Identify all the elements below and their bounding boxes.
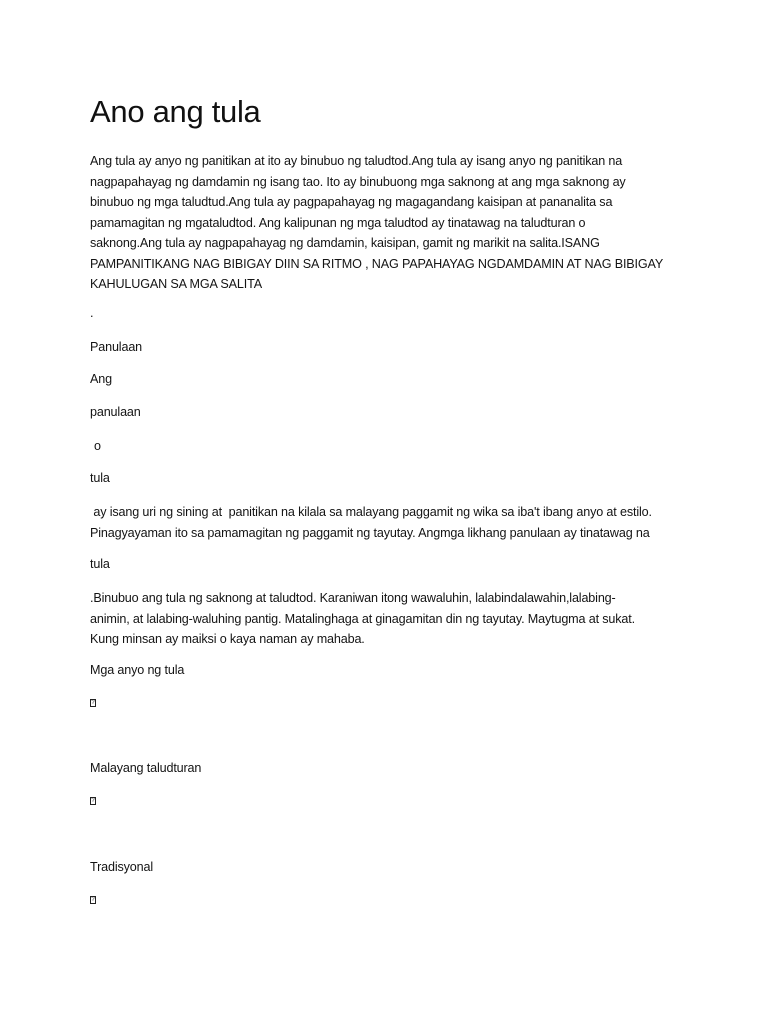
intro-line: Ang tula ay anyo ng panitikan at ito ay binubuo ng taludtod.Ang tula ay isang anyo ng panitikan na xyxy=(90,154,623,168)
intro-line: pamamagitan ng mgataludtod. Ang kalipunan ng mga taludtod ay tinatawag na taludturan o xyxy=(90,215,586,230)
word-o: o xyxy=(94,439,101,453)
word-tula: tula xyxy=(90,471,110,485)
structure-line: animin, at lalabing-waluhing pantig. Matalinghaga at ginagamitan din ng tayutay. Maytugma at sukat. xyxy=(90,611,635,626)
structure-line: Kung minsan ay maiksi o kaya naman ay mahaba. xyxy=(90,632,365,646)
dot-line: . xyxy=(90,306,94,320)
intro-line: PAMPANITIKANG NAG BIBIGAY DIIN SA RITMO , NAG PAPAHAYAG NGDAMDAMIN AT NAG BIBIGAY xyxy=(90,256,664,271)
intro-line: KAHULUGAN SA MGA SALITA xyxy=(90,277,262,291)
definition-line: Pinagyayaman ito sa pamamagitan ng paggamit ng tayutay. Angmga likhang panulaan ay tinatawag na xyxy=(90,525,650,540)
intro-line: saknong.Ang tula ay nagpapahayag ng damdamin, kaisipan, gamit ng marikit na salita.ISANG xyxy=(90,236,600,250)
intro-paragraph xyxy=(90,151,680,295)
structure-line: .Binubuo ang tula ng saknong at taludtod. Karaniwan itong wawaluhin, lalabindalawahin,lalabing- xyxy=(90,591,616,605)
word-ang: Ang xyxy=(90,372,112,386)
list-item: Tradisyonal xyxy=(90,860,153,874)
panulaan-heading: Panulaan xyxy=(90,340,143,354)
missing-glyph-bullet-icon: ? xyxy=(91,700,95,706)
intro-line: nagpapahayag ng damdamin ng isang tao. Ito ay binubuong mga saknong at ang mga saknong ay xyxy=(90,174,626,189)
missing-glyph-bullet-icon: ? xyxy=(91,897,95,903)
intro-line: binubuo ng mga taludtud.Ang tula ay pagpapahayag ng magagandang kaisipan at pananalita sa xyxy=(90,195,613,209)
missing-glyph-bullet-icon: ? xyxy=(91,798,95,804)
anyo-heading: Mga anyo ng tula xyxy=(90,663,185,677)
document-title: Ano ang tula xyxy=(90,94,261,129)
word-panulaan: panulaan xyxy=(90,405,141,419)
definition-paragraph xyxy=(90,502,680,543)
definition-line: ay isang uri ng sining at panitikan na kilala sa malayang paggamit ng wika sa iba't ibang anyo at estilo. xyxy=(90,505,652,519)
structure-paragraph xyxy=(90,588,680,650)
word-tula-2: tula xyxy=(90,557,110,571)
list-item: Malayang taludturan xyxy=(90,761,202,775)
